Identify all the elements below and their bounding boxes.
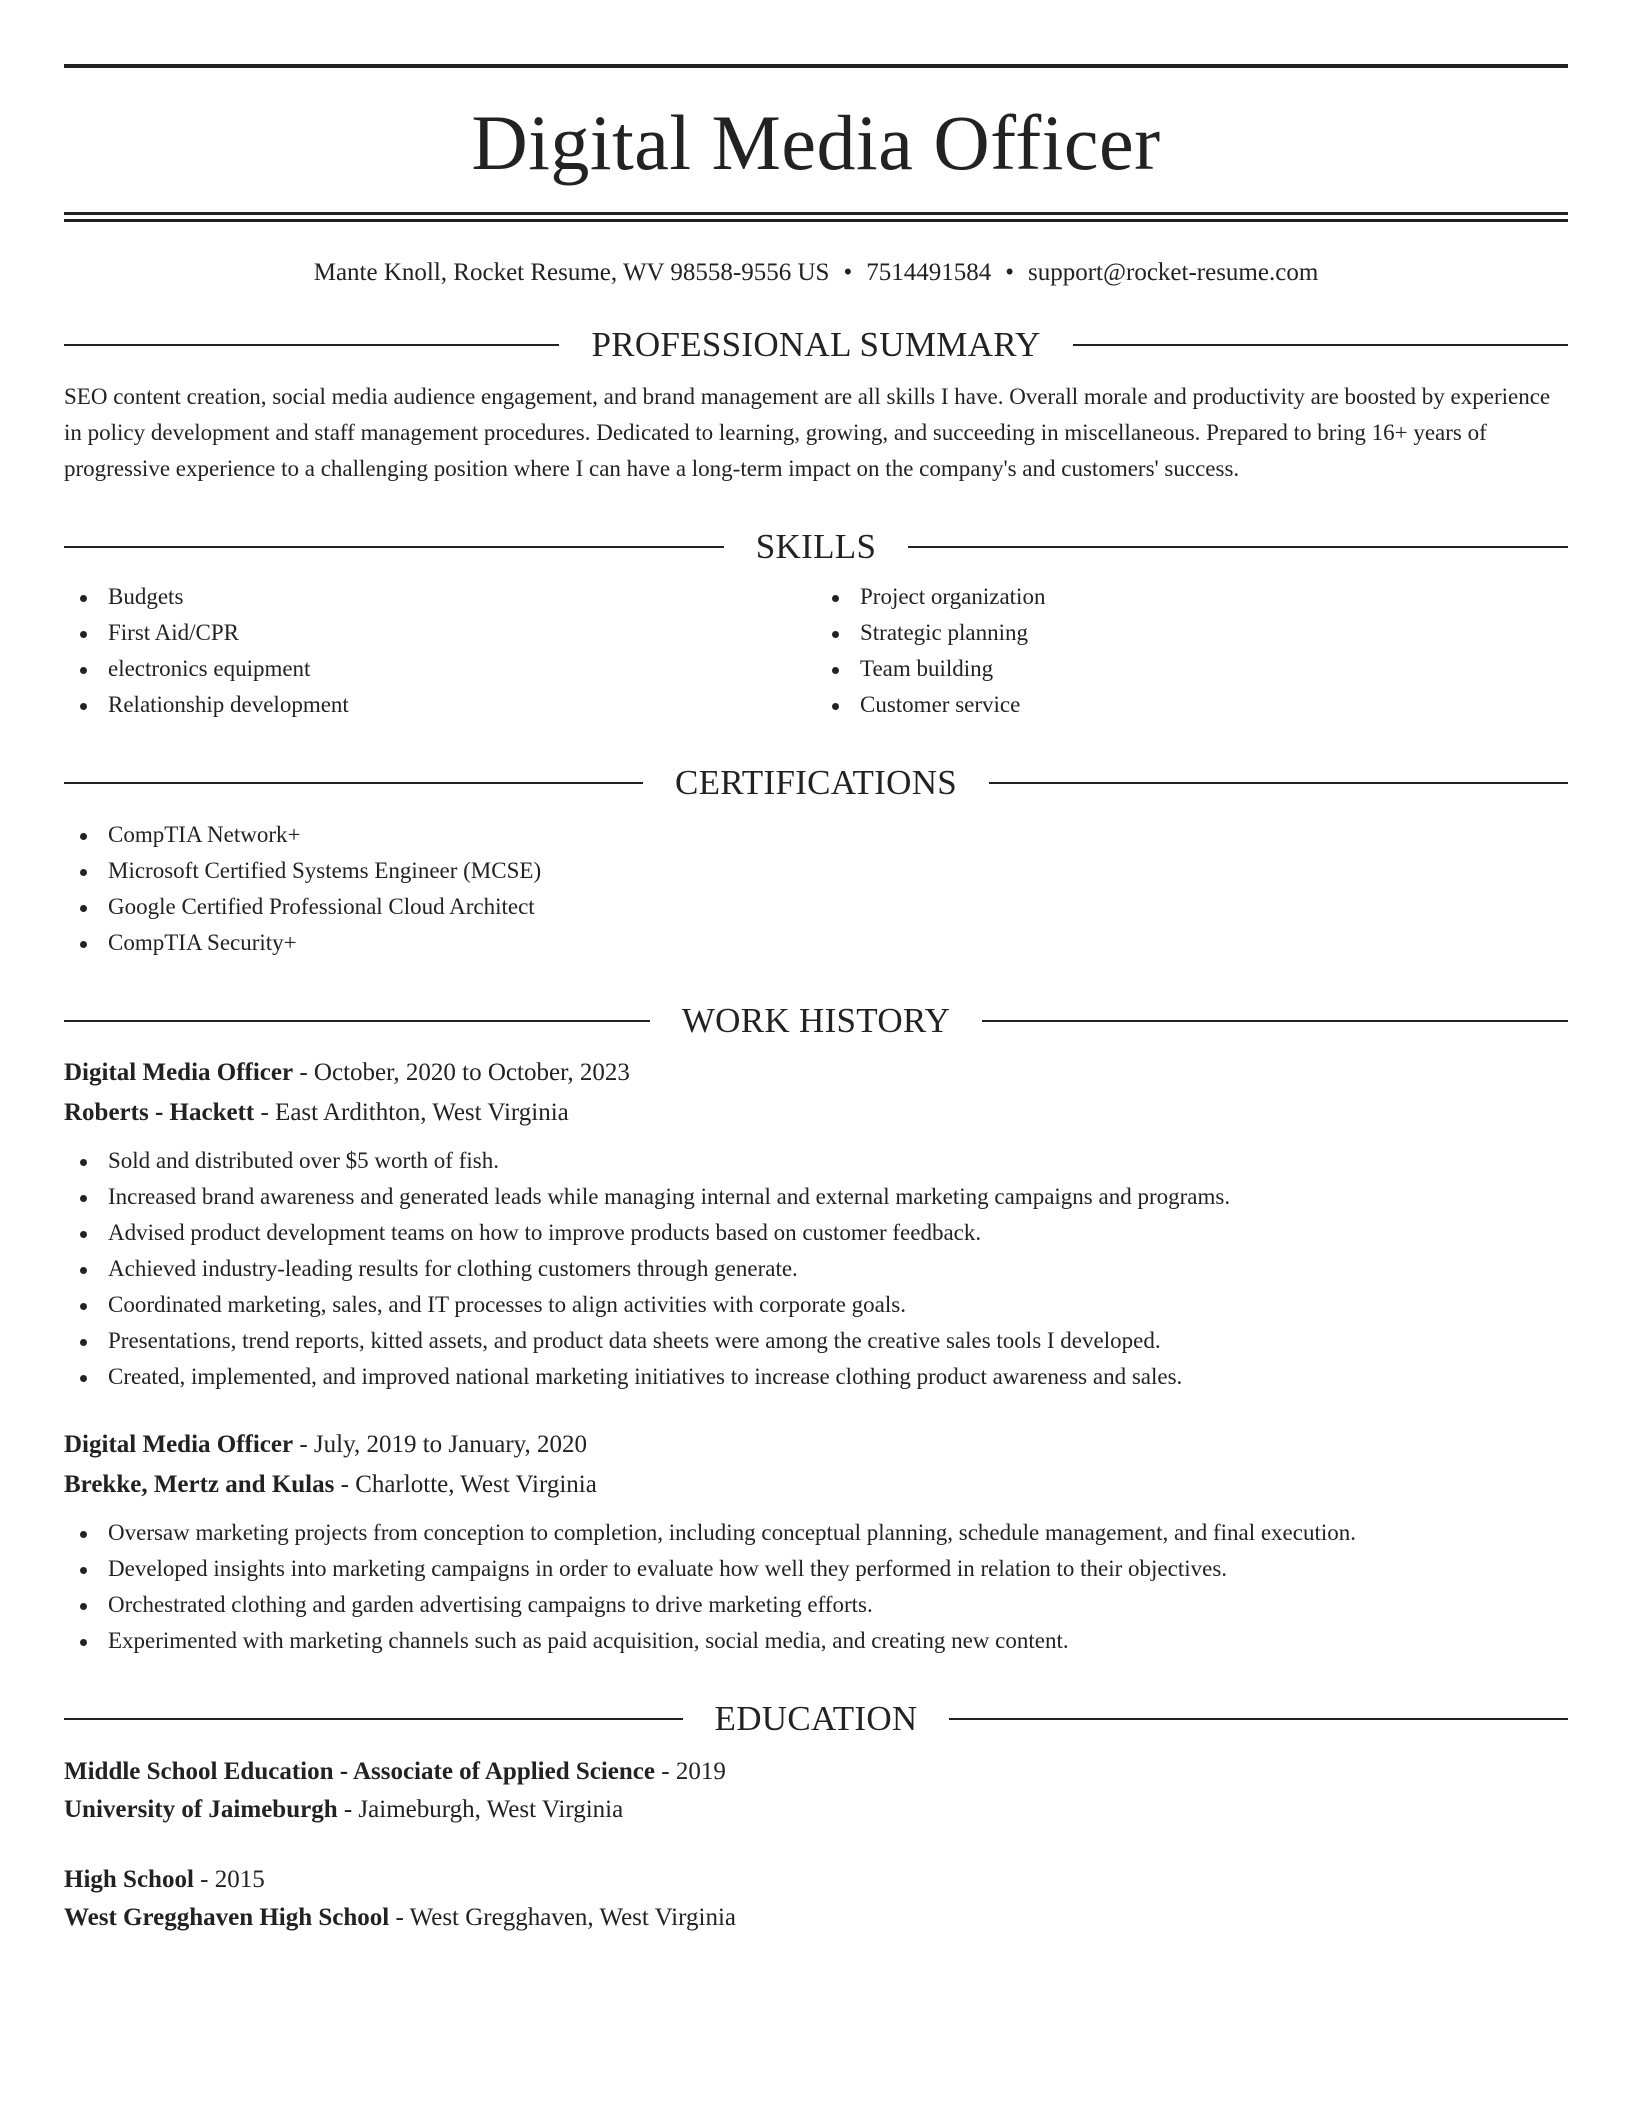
list-item: Oversaw marketing projects from conception to completion, including conceptual planning, schedule management, and final execution.: [64, 1515, 1568, 1551]
education-school: University of Jaimeburgh: [64, 1796, 338, 1823]
section-title: PROFESSIONAL SUMMARY: [591, 325, 1041, 364]
list-item: Orchestrated clothing and garden advertising campaigns to drive marketing efforts.: [64, 1587, 1568, 1623]
education-entry: [64, 1861, 1568, 1937]
section-heading-certifications: [64, 763, 1568, 803]
contact-phone: 7514491584: [866, 259, 992, 286]
divider: [989, 782, 1568, 784]
list-item: Customer service: [816, 687, 1568, 723]
job-role: Digital Media Officer: [64, 1431, 294, 1458]
section-title: CERTIFICATIONS: [674, 763, 958, 802]
list-item: Budgets: [64, 579, 816, 615]
job-company-line: [64, 1093, 1568, 1133]
list-item: Developed insights into marketing campaigns in order to evaluate how well they performed in relation to their objectives.: [64, 1551, 1568, 1587]
section-title: EDUCATION: [714, 1699, 918, 1738]
job-company-line: [64, 1465, 1568, 1505]
list-item: Relationship development: [64, 687, 816, 723]
education-entry: [64, 1753, 1568, 1829]
section-heading-skills: [64, 527, 1568, 567]
section-heading-summary: [64, 325, 1568, 365]
education-school-line: [64, 1791, 1568, 1829]
divider: [64, 344, 559, 346]
divider: [64, 1020, 650, 1022]
section-heading-work-history: [64, 1001, 1568, 1041]
list-item: Team building: [816, 651, 1568, 687]
job-dates: - July, 2019 to January, 2020: [293, 1431, 588, 1458]
job-company: Brekke, Mertz and Kulas: [64, 1471, 335, 1498]
list-item: Project organization: [816, 579, 1568, 615]
education-location: - Jaimeburgh, West Virginia: [337, 1796, 624, 1823]
education-year: - 2015: [193, 1866, 265, 1893]
list-item: Increased brand awareness and generated leads while managing internal and external marketing campaigns and programs.: [64, 1179, 1568, 1215]
list-item: Sold and distributed over $5 worth of fish.: [64, 1143, 1568, 1179]
separator-dot: •: [1005, 259, 1014, 286]
job-bullets: [64, 1515, 1568, 1659]
resume-title: Digital Media Officer: [471, 99, 1161, 186]
education-location: - West Gregghaven, West Virginia: [389, 1904, 736, 1931]
education-degree: Middle School Education - Associate of Applied Science: [64, 1758, 656, 1785]
list-item: CompTIA Security+: [64, 925, 1568, 961]
divider: [64, 546, 724, 548]
list-item: Google Certified Professional Cloud Architect: [64, 889, 1568, 925]
job-title-line: [64, 1425, 1568, 1465]
education-degree-line: [64, 1861, 1568, 1899]
double-rule: [64, 212, 1568, 222]
list-item: Presentations, trend reports, kitted assets, and product data sheets were among the creative sales tools I developed.: [64, 1323, 1568, 1359]
contact-email: support@rocket-resume.com: [1027, 259, 1319, 286]
section-title: WORK HISTORY: [681, 1001, 951, 1040]
contact-address: Mante Knoll, Rocket Resume, WV 98558-9556 US: [313, 259, 830, 286]
job-bullets: [64, 1143, 1568, 1395]
divider: [64, 1718, 683, 1720]
divider: [982, 1020, 1568, 1022]
contact-line: [64, 260, 1568, 285]
job-location: - East Ardithton, West Virginia: [254, 1099, 569, 1126]
divider: [949, 1718, 1568, 1720]
divider: [908, 546, 1568, 548]
skills-list: [64, 579, 1568, 723]
certifications-list: [64, 817, 1568, 961]
list-item: Created, implemented, and improved national marketing initiatives to increase clothing product awareness and sales.: [64, 1359, 1568, 1395]
top-rule: [64, 64, 1568, 68]
education-degree-line: [64, 1753, 1568, 1791]
education-year: - 2019: [655, 1758, 726, 1785]
education-degree: High School: [64, 1866, 194, 1893]
skills-column-left: [64, 579, 816, 723]
list-item: Coordinated marketing, sales, and IT processes to align activities with corporate goals.: [64, 1287, 1568, 1323]
list-item: CompTIA Network+: [64, 817, 1568, 853]
job-entry: [64, 1053, 1568, 1395]
list-item: Microsoft Certified Systems Engineer (MCSE): [64, 853, 1568, 889]
section-heading-education: [64, 1699, 1568, 1739]
job-role: Digital Media Officer: [64, 1059, 294, 1086]
job-dates: - October, 2020 to October, 2023: [293, 1059, 630, 1086]
job-company: Roberts - Hackett: [64, 1099, 255, 1126]
summary-text: SEO content creation, social media audience engagement, and brand management are all skills I have. Overall morale and productivity are boosted by experience in policy development and staff management procedures. Dedicated to learning, growing, and succeeding in miscellaneous. Prepared to bring 16+ years of progressive experience to a challenging position where I can have a long-term impact on the company's and customers' success.: [64, 384, 1551, 481]
section-title: SKILLS: [755, 527, 877, 566]
resume-page: [64, 64, 1568, 1937]
education-school: West Gregghaven High School: [64, 1904, 390, 1931]
divider: [64, 782, 643, 784]
list-item: Advised product development teams on how to improve products based on customer feedback.: [64, 1215, 1568, 1251]
skills-column-right: [816, 579, 1568, 723]
list-item: First Aid/CPR: [64, 615, 816, 651]
list-item: Experimented with marketing channels such as paid acquisition, social media, and creating new content.: [64, 1623, 1568, 1659]
divider: [1073, 344, 1568, 346]
job-entry: [64, 1425, 1568, 1659]
list-item: Strategic planning: [816, 615, 1568, 651]
education-school-line: [64, 1899, 1568, 1937]
separator-dot: •: [843, 259, 853, 286]
list-item: Achieved industry-leading results for clothing customers through generate.: [64, 1251, 1568, 1287]
list-item: electronics equipment: [64, 651, 816, 687]
job-location: - Charlotte, West Virginia: [334, 1471, 597, 1498]
job-title-line: [64, 1053, 1568, 1093]
